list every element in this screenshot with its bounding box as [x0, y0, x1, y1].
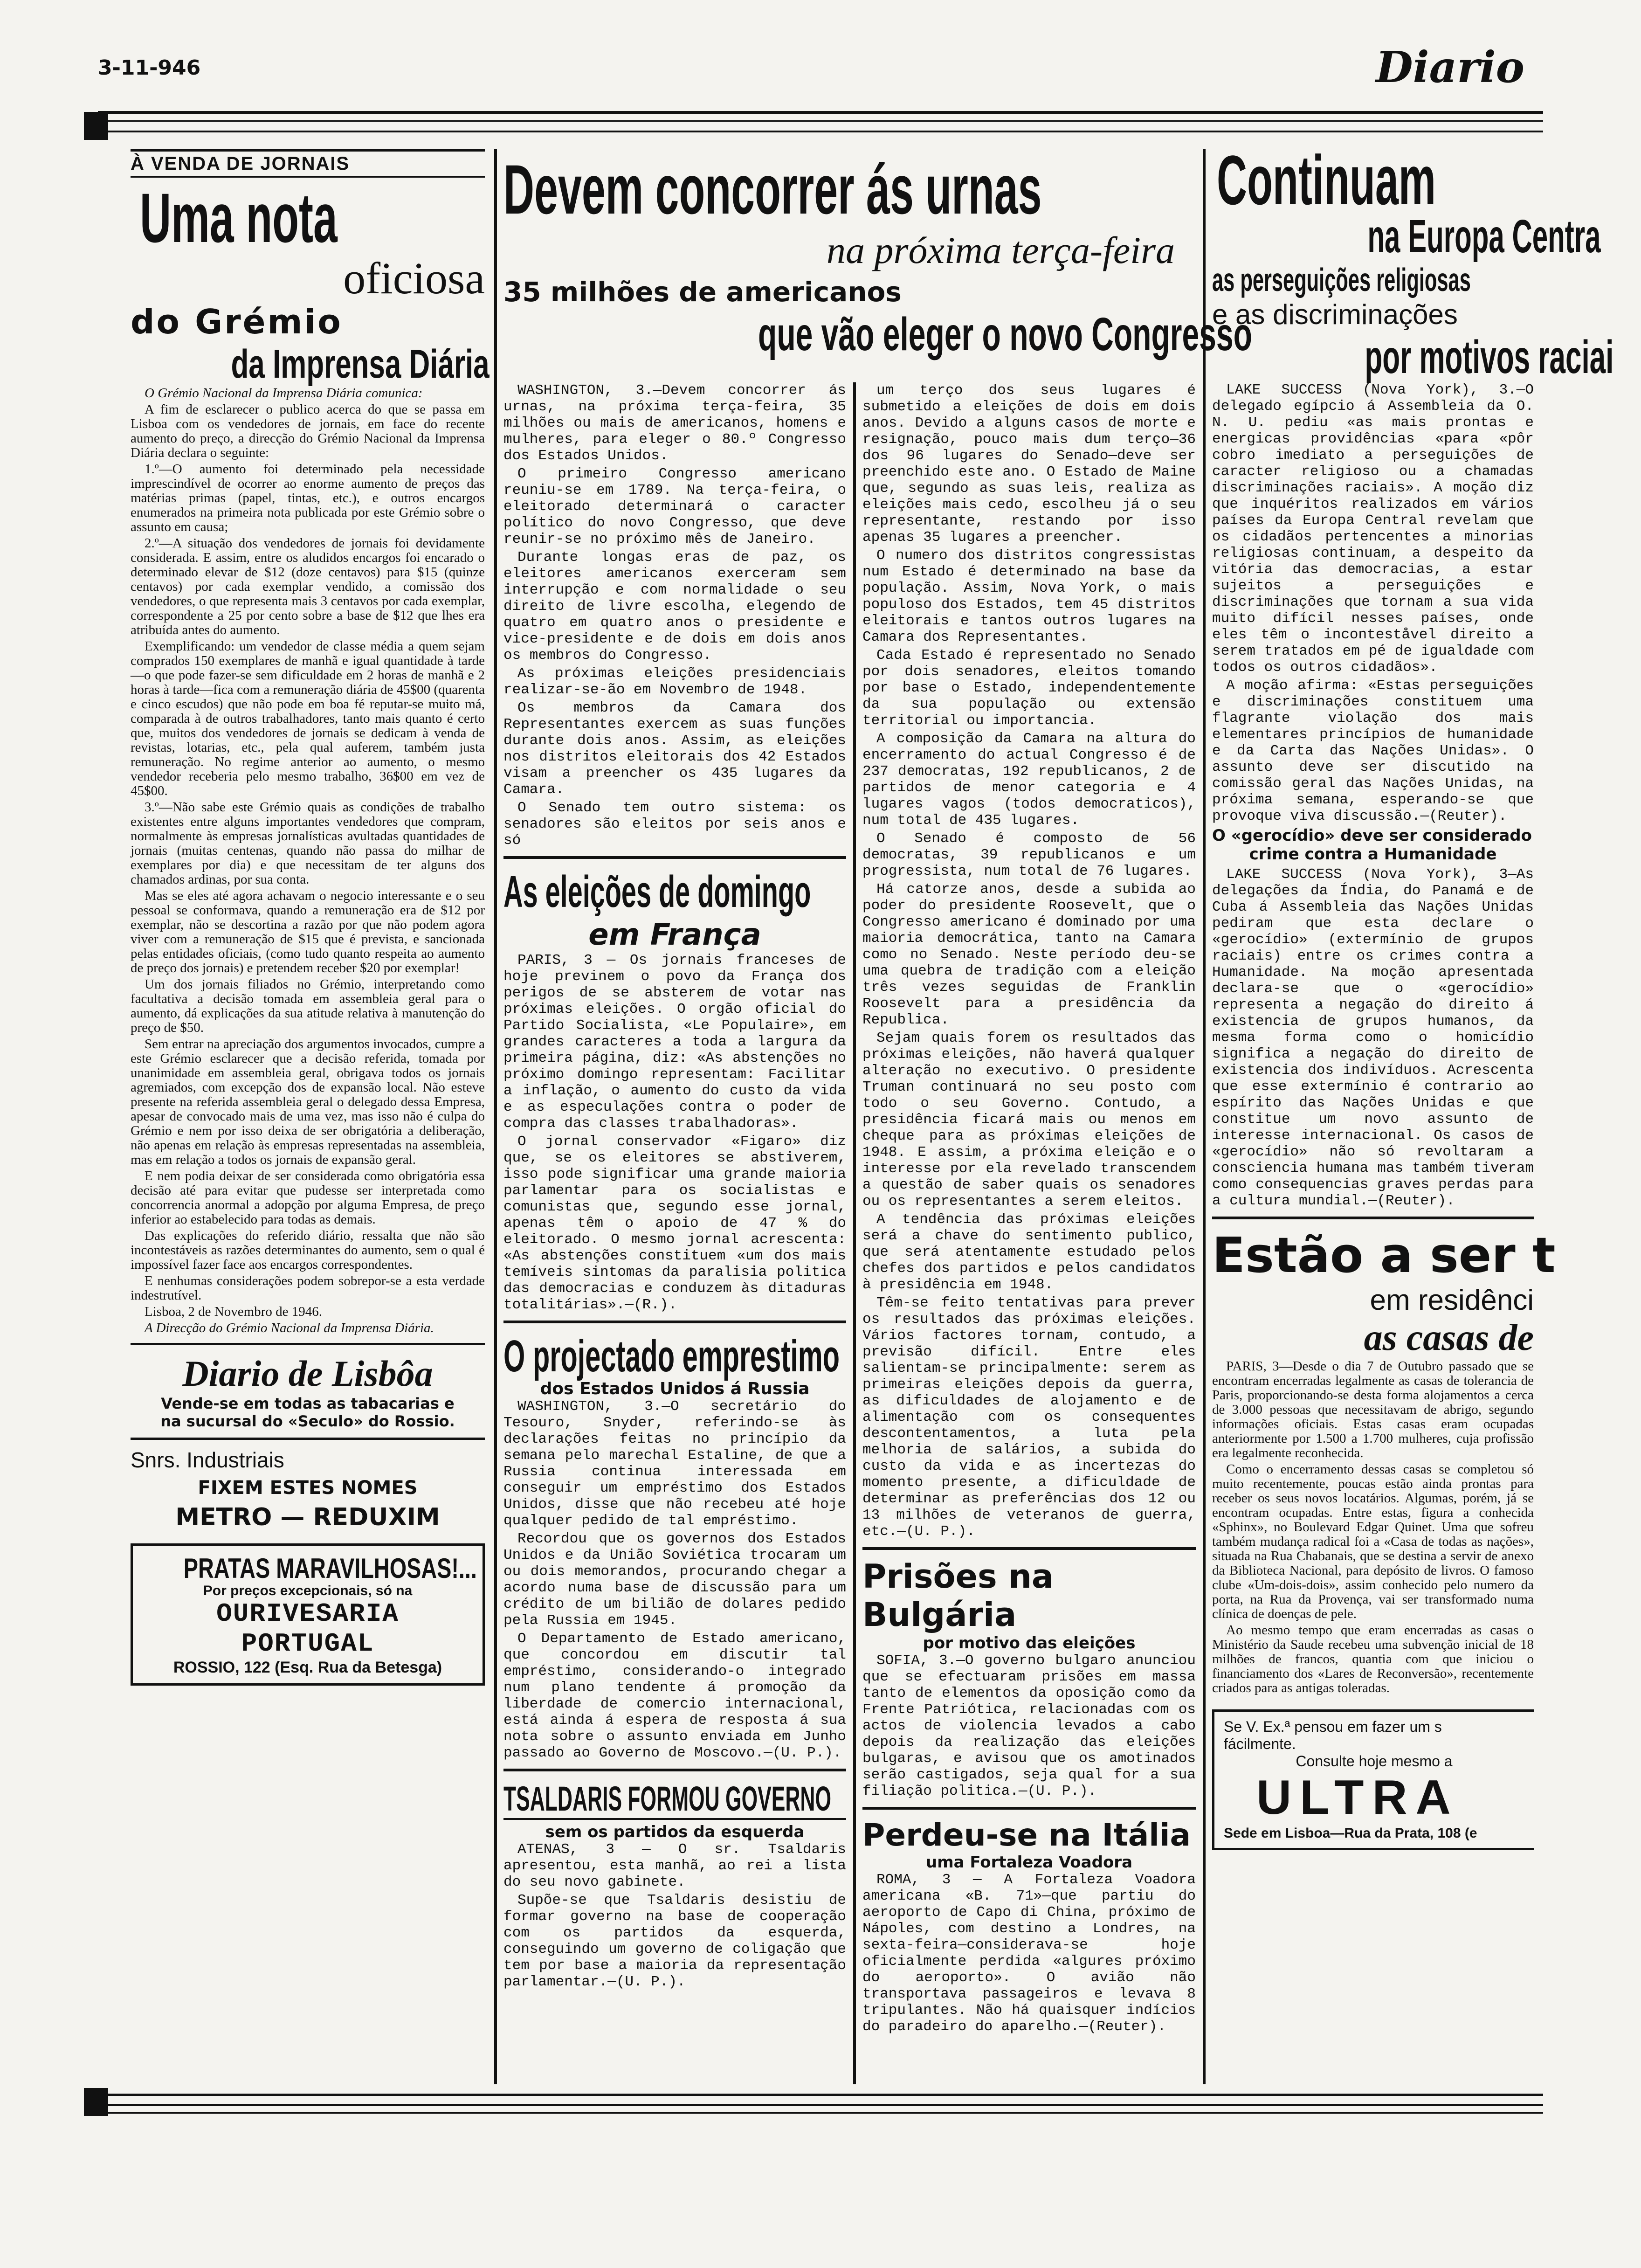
article-body [503, 382, 846, 849]
headline-casas: as casas de [1364, 1317, 1534, 1358]
ad-industriais-line-1: Snrs. Industriais [131, 1448, 284, 1472]
divider [503, 1321, 846, 1323]
registration-mark-top [84, 112, 108, 140]
headline-main: Devem concorrer ás urnas [503, 150, 1042, 228]
headline-italia: Perdeu-se na Itália [862, 1817, 1191, 1853]
ad-ourivesaria-line-4: ROSSIO, 122 (Esq. Rua da Betesga) [173, 1659, 442, 1676]
ad-ourivesaria-line-3: OURIVESARIA PORTUGAL [216, 1599, 399, 1659]
article-body [1212, 382, 1534, 824]
top-rule-3 [98, 131, 1543, 132]
paragraph: Supõe-se que Tsaldaris desistiu de formar governo na base de cooperação com os partidos da esquerda, conseguindo um governo de coligação que tem por base a maioria da representação parlamentar.—(U. P.). [503, 1892, 846, 1990]
column-gremio [131, 149, 490, 2098]
column-separator [853, 382, 856, 2084]
ad-ultra-logo: ULTRA [1256, 1770, 1459, 1825]
ad-ultra-line-2: fácilmente. [1224, 1736, 1296, 1752]
paragraph: Exemplificando: um vendedor de classe média a quem sejam comprados 150 exemplares de manhã e igual quantidade à tarde—o que pode fazer-se sem dificuldade em 2 horas de manhã e 2 horas à tarde—fica com a remuneração diária de 45$00 (quarenta e cinco escudos) que não pode em boa fé reputar-se muito má, comparada à de outros trabalhadores, tanto mais quanto é certo que, muitos dos vendedores de jornais se dedicam à venda de revistas, lotarias, etc., pela qual auferem, também justa remuneração. No regime anterior ao aumento, o mesmo vendedor receberia pelo mesmo trabalho, 36$00 em vez de 45$00. [131, 639, 485, 798]
subhead-gerocidio-2: crime contra a Humanidade [1249, 845, 1497, 864]
article-body [503, 1841, 846, 1990]
divider [131, 1343, 485, 1345]
headline-estao: Estão a ser t [1212, 1227, 1556, 1284]
headline-35-milhoes: 35 milhões de americanos [503, 276, 902, 308]
ad-ultra [1212, 1709, 1534, 1850]
headline-sub-italic: na próxima terça-feira [827, 229, 1175, 271]
subhead-italia: uma Fortaleza Voadora [925, 1853, 1133, 1872]
headline-perseguicoes: as perseguições religiosas [1212, 262, 1471, 298]
ad-diario-title: Diario de Lisbôa [182, 1353, 433, 1394]
paragraph: O primeiro Congresso americano reuniu-se em 1789. Na terça-feira, o eleitorado determinará o caracter político do novo Congresso, que deve reunir-se no próximo mês de Janeiro. [503, 466, 846, 547]
paragraph: Como o encerramento dessas casas se completou só muito recentemente, poucas estão ainda prontas para receber os seus novos locatários. Algumas, porém, já se encontram ocupadas. Entre estas, figura a conhecida «Sphinx», no Boulevard Edgar Quinet. Uma que sofreu também mudança radical foi a «Casa de todas as nações», situada na Rua Chabanais, que se destina a servir de anexo da Biblioteca Nacional, para depósito de livros. O famoso clube «Um-dois-dois», assim conhecido pelo numero da porta, na Rua da Provença, vai ser transformado numa clínica de doenças de pele. [1212, 1462, 1534, 1621]
headline-line-4: da Imprensa Diária [231, 342, 490, 387]
article-body [1212, 1359, 1534, 1695]
paragraph: O Senado é composto de 56 democratas, 39 republicanos e um progressista, num total de 76 lugares. [862, 830, 1196, 879]
paragraph: Recordou que os governos dos Estados Unidos e da União Soviética trocaram um ou dois memorandos, procurando chegar a acordo numa base de discussão para um crédito de um bilião de dolares pedido pela Russia em 1945. [503, 1531, 846, 1629]
headline-line-1: Uma nota [140, 179, 338, 257]
page-date: 3-11-946 [98, 56, 201, 80]
paragraph: Os membros da Camara dos Representantes exercem as suas funções durante dois anos. Assim, as eleições nos distritos eleitorais dos 42 Estados visam a preencher os 435 lugares da Camara. [503, 700, 846, 798]
paragraph: Das explicações do referido diário, ressalta que não são incontestáveis as razões determinantes do aumento, sem o qual é impossível fazer face aos encargos correspondentes. [131, 1228, 485, 1272]
paragraph: 2.º—A situação dos vendedores de jornais foi devidamente considerada. E assim, entre os aludidos encargos foi encarado o determinado elevar de $12 (doze centavos) para $15 (quinze centavos) por cada exemplar vendido, a comissão dos vendedores, o que representa mais 3 centavos por cada exemplar, correspondente a 25 por cento sobre a base de $12 que lhes era atribuída antes do aumento. [131, 536, 485, 637]
bottom-rule-2 [98, 2104, 1543, 2106]
article-body [862, 1872, 1196, 2035]
paragraph: O Departamento de Estado americano, que concordou em discutir tal empréstimo, considerando-o integrado num plano tendente á promoção da liberdade de comercio internacional, está ainda á espera de resposta á sua nota sobre o assunto enviada em Junho passado ao Governo de Moscovo.—(U. P.). [503, 1631, 846, 1761]
column-washington [503, 382, 846, 2089]
paragraph: Mas se eles até agora achavam o negocio interessante e o seu pessoal se conformava, quando a remuneração era de $12 por exemplar, não se descortina a razão por que não podem agora viver com a remuneração de $15 que é prevista, e sancionada pelas entidades oficiais, (como tudo quanto respeita ao aumento de preço dos jornais) e pretendem receber $20 por exemplar! [131, 888, 485, 975]
article-body [862, 1653, 1196, 1799]
paragraph: Ao mesmo tempo que eram encerradas as casas o Ministério da Saude recebeu uma subvenção inicial de 18 milhões de francos, quantia com que iniciou o financiamento dos «Lares de Reconversão», recentemente criados para as antigas toleradas. [1212, 1623, 1534, 1695]
headline-franca-1: As eleições de domingo [503, 867, 811, 917]
headline-line-2: oficiosa [343, 253, 485, 303]
divider [503, 856, 846, 859]
paragraph: A moção afirma: «Estas perseguições e discriminações constituem uma flagrante violação dos mais elementares princípios de humanidade e da Carta das Nações Unidas». O assunto deve ser discutido na comissão geral das Nações Unidas, na próxima semana, esperando-se que provoque viva discussão.—(Reuter). [1212, 678, 1534, 824]
paragraph: LAKE SUCCESS (Nova York), 3.—O delegado egípcio á Assembleia da O. N. U. pediu «as mais prontas e energicas providências «para «pôr cobro imediato a perseguições de caracter religioso ou a chamadas discriminações raciais». A moção diz que inquéritos realizados em vários países da Europa Central revelam que os cidadãos pertencentes a minorias religiosas continuam, a despeito da vitória das democracias, a estar sujeitos a perseguições e discriminações que tornam a sua vida muito difícil nesses países, onde eles têm o inconteståvel direito a serem tratados em pé de igualdade com todos os outros cidadãos». [1212, 382, 1534, 676]
article-body [1212, 866, 1534, 1209]
ad-ultra-line-1: Se V. Ex.ª pensou em fazer um s [1224, 1718, 1442, 1735]
headline-tsaldaris: TSALDARIS FORMOU GOVERNO [503, 1779, 846, 1820]
headline-bulgaria: Prisões na Bulgária [862, 1557, 1054, 1634]
headline-emprestimo: O projectado emprestimo [503, 1331, 840, 1381]
paragraph: Há catorze anos, desde a subida ao poder do presidente Roosevelt, que o Congresso americano é dominado por uma maioria democrática, tanto na Camara como no Senado. Neste período deu-se uma quebra de tradição com a eleição três vezes seguidas de Franklin Roosevelt para a presidência da Republica. [862, 881, 1196, 1028]
article-body [131, 402, 485, 1303]
ad-ourivesaria-line-2: Por preços excepcionais, só na [203, 1583, 413, 1598]
paragraph: Sem entrar na apreciação dos argumentos invocados, cumpre a este Grémio esclarecer que a decisão referida, tomada por unanimidade em assembleia geral, obrigava todos os jornais agremiados, com excepção dos de expansão local. Não esteve presente na referida assembleia geral o delegado dessa Empresa, apesar de convocado mais de uma vez, mas isso não é culpa do Grémio e nem por isso deixa de ser obrigatória a deliberação, não apenas em relação às empresas representadas na assembleia, mas em relação a todos os jornais de expansão geral. [131, 1037, 485, 1167]
ad-ultra-line-3: Consulte hoje mesmo a [1296, 1753, 1453, 1770]
headline-congresso: que vão eleger o novo Congresso [758, 308, 1252, 360]
divider [131, 1438, 485, 1440]
paragraph: A tendência das próximas eleições será a chave do sentimento publico, que será atentamente estudado pelos chefes dos partidos e pelos candidatos à presidência em 1948. [862, 1211, 1196, 1293]
bottom-rule-3 [98, 2112, 1543, 2114]
article-signature: A Direcção do Grémio Nacional da Imprensa Diária. [145, 1321, 434, 1335]
center-headline-block [503, 149, 1252, 382]
paragraph: ROMA, 3 — A Fortaleza Voadora americana «B. 71»—que partiu do aeroporto de Capo di China, próximo de Nápoles, com destino a Londres, na sexta-feira—considerava-se hoje oficialmente perdida «algures próximo do aeroporto». O avião não transportava passageiros e levava 8 tripulantes. Não há quaisquer indícios do paradeiro do aparelho.—(Reuter). [862, 1872, 1196, 2035]
paragraph: Cada Estado é representado no Senado por dois senadores, eleitos tomando por base o Estado, independentemente da sua população ou extensão territorial ou importancia. [862, 647, 1196, 729]
paragraph: A composição da Camara na altura do encerramento do actual Congresso é de 237 democratas, 192 republicanos, 2 de partidos de menor categoria e 4 lugares vagos (todos democraticos), num total de 435 lugares. [862, 731, 1196, 829]
masthead: Diario [1375, 42, 1524, 92]
column-congresso-cont [862, 382, 1196, 2089]
article-body [503, 952, 846, 1313]
paragraph: As próximas eleições presidenciais realizar-se-ão em Novembro de 1948. [503, 665, 846, 698]
headline-discriminacoes: e as discriminações [1212, 299, 1458, 330]
paragraph: WASHINGTON, 3.—Devem concorrer ás urnas, na próxima terça-feira, 35 milhões ou mais de americanos, homens e mulheres, para eleger o 80.º Congresso dos Estados Unidos. [503, 382, 846, 464]
headline-franca-2: em França [588, 918, 761, 952]
paragraph: 3.º—Não sabe este Grémio quais as condições de trabalho existentes entre alguns importantes vendedores que compram, normalmente às empresas jornalísticas avultadas quantidades de jornais (muitas centenas, quando não passa do milhar de exemplares por dia) e que necessitam de ter alguns dos chamados ardinas, por sua conta. [131, 800, 485, 887]
article-dateline: Lisboa, 2 de Novembro de 1946. [145, 1304, 322, 1319]
paragraph: WASHINGTON, 3.—O secretário do Tesouro, Snyder, referindo-se às declarações feitas no princípio da semana pelo marechal Estaline, de que a Russia continua interessada em conseguir um empréstimo dos Estados Unidos, disse que não recebeu até hoje qualquer pedido de tal empréstimo. [503, 1398, 846, 1529]
paragraph: E nenhumas considerações podem sobrepor-se a esta verdade indestrutível. [131, 1273, 485, 1303]
paragraph: E nem podia deixar de ser considerada como obrigatória essa decisão até para evitar que pudesse ser interpretada como concorrencia anormal a adopção por alguma Empresa, de preço inferior ao estabelecido para todas as demais. [131, 1169, 485, 1227]
ad-industriais-line-3: METRO — REDUXIM [175, 1503, 440, 1531]
headline-residencia: em residênci [1370, 1284, 1534, 1316]
subhead-tsaldaris: sem os partidos da esquerda [545, 1823, 805, 1841]
subhead-gerocidio-1: O «gerocídio» deve ser considerado [1212, 826, 1532, 845]
article-body [862, 382, 1196, 1540]
headline-continuam: Continuam [1217, 141, 1436, 219]
subhead-emprestimo: dos Estados Unidos á Russia [540, 1379, 810, 1398]
divider [862, 1807, 1196, 1810]
ad-ourivesaria-line-1: PRATAS MARAVILHOSAS!... [183, 1553, 477, 1584]
paragraph: Um dos jornais filiados no Grémio, interpretando como facultativa a decisão tomada em assembleia geral para o aumento, dá explicações da sua atitude relativa à manutenção do preço de $50. [131, 977, 485, 1035]
paragraph: 1.º—O aumento foi determinado pela necessidade imprescindível de ocorrer ao enorme aumento de preços das matérias primas (papel, tintas, etc.), e outros encargos enumerados na primeira nota publicada por este Grémio sobre o assunto em causa; [131, 462, 485, 534]
article-body [503, 1398, 846, 1761]
divider [862, 1547, 1196, 1550]
column-europa [1212, 140, 1614, 2098]
paragraph: O Senado tem outro sistema: os senadores são eleitos por seis anos e só [503, 800, 846, 849]
bottom-rule [98, 2094, 1543, 2096]
ad-diario-line-1: Vende-se em todas as tabacarias e [161, 1395, 455, 1412]
top-rule-2 [98, 120, 1543, 122]
ad-ourivesaria [131, 1543, 485, 1686]
subhead-bulgaria: por motivo das eleições [923, 1634, 1136, 1653]
paragraph: ATENAS, 3 — O sr. Tsaldaris apresentou, esta manhã, ao rei a lista do seu novo gabinete. [503, 1841, 846, 1890]
headline-line-3: do Grémio [131, 302, 343, 341]
paragraph: PARIS, 3 — Os jornais franceses de hoje previnem o povo da França dos perigos de se absterem de votar nas próximas eleições. O orgão oficial do Partido Socialista, «Le Populaire», em grandes caracteres a toda a largura da primeira página, diz: «As abstenções no próximo domingo representam: Facilitar a inflação, o aumento do custo da vida e as especulações contra o poder de compra das classes trabalhadoras». [503, 952, 846, 1132]
column-separator [1203, 149, 1206, 2084]
headline-raciais: por motivos raciai [1365, 331, 1614, 383]
ad-ultra-line-5: Sede em Lisboa—Rua da Prata, 108 (e [1224, 1825, 1477, 1841]
paragraph: A fim de esclarecer o publico acerca do que se passa em Lisboa com os vendedores de jornais, em face do recente aumento do preço, a direcção do Grémio Nacional da Imprensa Diária declara o seguinte: [131, 402, 485, 460]
paragraph: O numero dos distritos congressistas num Estado é determinado na base da população. Assim, Nova York, o mais populoso dos Estados, tem 45 distritos eleitorais e tantos outros lugares na Camara dos Representantes. [862, 547, 1196, 645]
paragraph: SOFIA, 3.—O governo bulgaro anunciou que se efectuaram prisões em massa tanto de elementos da oposição como da Frente Patriótica, relacionadas com os actos de violencia levados a cabo depois da realização das eleições bulgaras, e avisou que os amotinados serão castigados, seja qual for a sua filiação politica.—(U. P.). [862, 1653, 1196, 1799]
paragraph: O jornal conservador «Figaro» diz que, se os eleitores se abstiverem, isso pode significar uma grande maioria parlamentar para os socialistas e comunistas que, segundo esse jornal, apenas têm o apoio de 47 % do eleitorado. O mesmo jornal acrescenta: «As abstenções constituem «um dos mais temíveis sintomas da paralisia politica das democracias e conduzem às ditaduras totalitárias».—(R.). [503, 1134, 846, 1313]
registration-mark-bottom [84, 2088, 108, 2116]
paragraph: Têm-se feito tentativas para prever os resultados das próximas eleições. Vários factores tornam, contudo, a previsão difícil. Entre eles salientam-se principalmente: serem as primeiras eleições depois da guerra, as dificuldades de alojamento e de alimentação com os consequentes descontentamentos, a luta pela melhoria de salários, a subida do custo da vida e as incertezas do momento presente, a dificuldade de determinar as preferências dos 12 ou 13 milhões de veteranos de guerra, etc.—(U. P.). [862, 1295, 1196, 1540]
section-kicker: À VENDA DE JORNAIS [131, 149, 485, 178]
paragraph: um terço dos seus lugares é submetido a eleições de dois em dois anos. Devido a alguns casos de morte e resignação, pouco mais dum terço—36 dos 96 lugares do Senado—deve ser preenchido este ano. O Estado de Maine que, segundo as suas leis, realiza as eleições mais cedo, escolheu já o seu representante, restando por isso apenas 35 lugares a preencher. [862, 382, 1196, 546]
ad-diario-line-2: na sucursal do «Seculo» do Rossio. [160, 1412, 455, 1430]
divider [1212, 1217, 1534, 1219]
paragraph: PARIS, 3—Desde o dia 7 de Outubro passado que se encontram encerradas legalmente as casas de tolerancia de Paris, proporcionando-se desta forma alojamentos a cerca de 3.000 pessoas que necessitavam de abrigo, segundo informações oficiais. Estas casas eram ocupadas anteriormente por 1.500 a 1.700 mulheres, cuja profissão era legalmente reconhecida. [1212, 1359, 1534, 1460]
column-separator [494, 149, 497, 2084]
top-rule [98, 111, 1543, 114]
article-lead: O Grémio Nacional da Imprensa Diária comunica: [145, 386, 423, 401]
ad-industriais-line-2: FIXEM ESTES NOMES [198, 1477, 418, 1499]
divider [503, 1769, 846, 1771]
paragraph: LAKE SUCCESS (Nova York), 3—As delegações da Índia, do Panamá e de Cuba á Assembleia das Nações Unidas pediram que esta declare o «gerocídio» (extermínio de grupos raciais) entre os crimes contra a Humanidade. Na moção apresentada declara-se que o «gerocídio» representa a negação do direito á existencia de grupos humanos, da mesma forma como o homicídio significa a negação do direito de existencia dos indivíduos. Acrescenta que esse extermínio é contrario ao espírito das Nações Unidas e que constitue um novo assunto de interesse internacional. Os casos de «gerocídio» não só revoltaram a consciencia humana mas também tiveram como consequencias graves perdas para a cultura mundial.—(Reuter). [1212, 866, 1534, 1209]
headline-europa: na Europa Centra [1367, 210, 1601, 263]
paragraph: Durante longas eras de paz, os eleitores americanos exerceram sem interrupção e com normalidade o seu direito de livre escolha, elegendo de quatro em quatro anos o presidente e vice-presidente e de dois em dois anos os membros do Congresso. [503, 549, 846, 664]
paragraph: Sejam quais forem os resultados das próximas eleições, não haverá qualquer alteração no executivo. O presidente Truman continuará no seu posto com todo o seu Governo. Contudo, a presidência ficará mais ou menos em cheque para as próximas eleições de 1948. E assim, a próxima eleição e o interesse por ela revelado transcendem a questão de saber quais os senadores ou os representantes a serem eleitos. [862, 1030, 1196, 1210]
